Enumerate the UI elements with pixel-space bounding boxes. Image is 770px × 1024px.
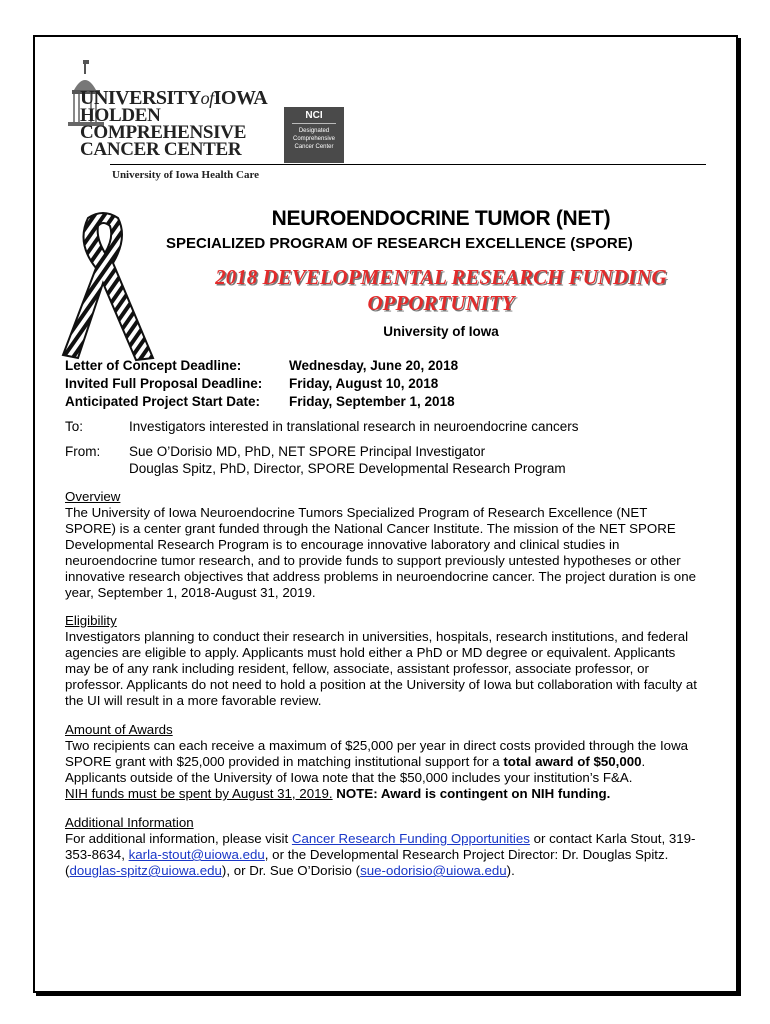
eligibility-section — [65, 613, 730, 709]
funding-title-line2: OPPORTUNITY — [367, 291, 515, 315]
paragraph-line: For additional information, please visit Cancer Research Funding Opportunities or contact Karla Stout, 319- — [65, 831, 696, 846]
nci-line2: Comprehensive — [292, 136, 336, 142]
logo-cancer-center: CANCER CENTER — [80, 139, 242, 160]
to-label: To: — [65, 419, 84, 434]
funding-title-line1: 2018 DEVELOPMENTAL RESEARCH FUNDING — [215, 265, 667, 289]
deadline-values — [289, 357, 458, 411]
paragraph-line: (douglas-spitz@uiowa.edu), or Dr. Sue O’Dorisio (sue-odorisio@uiowa.edu). — [65, 863, 515, 878]
paragraph-line: Applicants outside of the University of Iowa note that the $50,000 includes your institution’s F&A. — [65, 770, 633, 785]
nci-badge — [284, 107, 344, 163]
awards-section — [65, 722, 730, 802]
paragraph-line: innovative research objectives that address problems in neuroendocrine cancer. The project duration is one — [65, 569, 696, 584]
funding-title — [0, 264, 770, 316]
section-heading: Additional Information — [65, 815, 194, 830]
paragraph-line: SPORE grant with $25,000 provided in matching institutional support for a total award of $50,000. — [65, 754, 646, 769]
paragraph-line: Two recipients can each receive a maximum of $25,000 per year in direct costs provided through the Iowa — [65, 738, 689, 753]
deadline-label: Letter of Concept Deadline: — [65, 358, 242, 373]
karla-stout-email-link[interactable]: karla-stout@uiowa.edu — [128, 847, 265, 862]
douglas-spitz-email-link[interactable]: douglas-spitz@uiowa.edu — [69, 863, 222, 878]
paragraph-line: professor. Applicants do not need to hold a position at the University of Iowa but collaboration with faculty at — [65, 677, 697, 692]
logo-divider — [110, 164, 706, 165]
paragraph-line: year, September 1, 2018-August 31, 2019. — [65, 585, 316, 600]
from-line: Sue O’Dorisio MD, PhD, NET SPORE Principal Investigator — [129, 444, 486, 459]
deadline-value: Wednesday, June 20, 2018 — [289, 358, 459, 373]
sue-odorisio-email-link[interactable]: sue-odorisio@uiowa.edu — [360, 863, 507, 878]
paragraph-line — [65, 786, 730, 802]
paragraph-line: Developmental Research Program is to encourage innovative laboratory and clinical studies in — [65, 537, 620, 552]
paragraph-line: agencies are eligible to apply. Applicants must hold either a PhD or MD degree or equivalent. Applicants — [65, 645, 676, 660]
award-note: NOTE: Award is contingent on NIH funding. — [332, 786, 611, 801]
from-line: Douglas Spitz, PhD, Director, SPORE Developmental Research Program — [129, 461, 566, 476]
deadline-label: Invited Full Proposal Deadline: — [65, 376, 263, 391]
section-heading: Amount of Awards — [65, 722, 173, 737]
deadline-value: Friday, August 10, 2018 — [289, 376, 439, 391]
section-heading: Eligibility — [65, 613, 117, 628]
nci-title: NCI — [292, 110, 336, 124]
paragraph-line: neuroendocrine tumor research, and to provide funds to support previously untested hypotheses or other — [65, 553, 681, 568]
deadline-value: Friday, September 1, 2018 — [289, 394, 455, 409]
program-subtitle: SPECIALIZED PROGRAM OF RESEARCH EXCELLENCE (SPORE) — [166, 235, 633, 252]
nih-deadline: NIH funds must be spent by August 31, 2019. — [65, 786, 333, 801]
from-label: From: — [65, 444, 101, 459]
total-award: total award of $50,000 — [503, 754, 642, 769]
paragraph-line: 353-8634, karla-stout@uiowa.edu, or the Developmental Research Project Director: Dr. Douglas Spitz. — [65, 847, 669, 862]
deadline-labels — [65, 357, 262, 411]
paragraph-line: the UI will result in a more favorable review. — [65, 693, 322, 708]
from-value — [129, 443, 566, 477]
logo-line1a: UNIVERSITY — [80, 87, 201, 109]
logo-comprehensive: COMPREHENSIVE — [80, 122, 247, 143]
institution-name: University of Iowa — [383, 324, 499, 339]
funding-opportunities-link[interactable]: Cancer Research Funding Opportunities — [291, 831, 530, 846]
program-title: NEUROENDOCRINE TUMOR (NET) — [271, 207, 611, 230]
paragraph-line: The University of Iowa Neuroendocrine Tumors Specialized Program of Research Excellence (NET — [65, 505, 648, 520]
overview-section — [65, 489, 730, 601]
nci-line3: Cancer Center — [294, 144, 334, 150]
to-value: Investigators interested in translational research in neuroendocrine cancers — [129, 419, 579, 434]
logo-line1b: of — [200, 88, 214, 108]
logo-tagline: University of Iowa Health Care — [112, 169, 260, 181]
additional-info-section — [65, 815, 730, 879]
nci-line1: Designated — [298, 128, 330, 134]
logo-line1c: IOWA — [213, 87, 268, 109]
paragraph-line: Investigators planning to conduct their research in universities, hospitals, research institutions, and federal — [65, 629, 689, 644]
section-heading: Overview — [65, 489, 121, 504]
paragraph-line: may be of any rank including resident, fellow, associate, assistant professor, associate professor, or — [65, 661, 649, 676]
deadline-label: Anticipated Project Start Date: — [65, 394, 261, 409]
paragraph-line: SPORE) is a center grant funded through the National Cancer Institute. The mission of the NET SPORE — [65, 521, 676, 536]
logo-holden: HOLDEN — [80, 105, 161, 126]
